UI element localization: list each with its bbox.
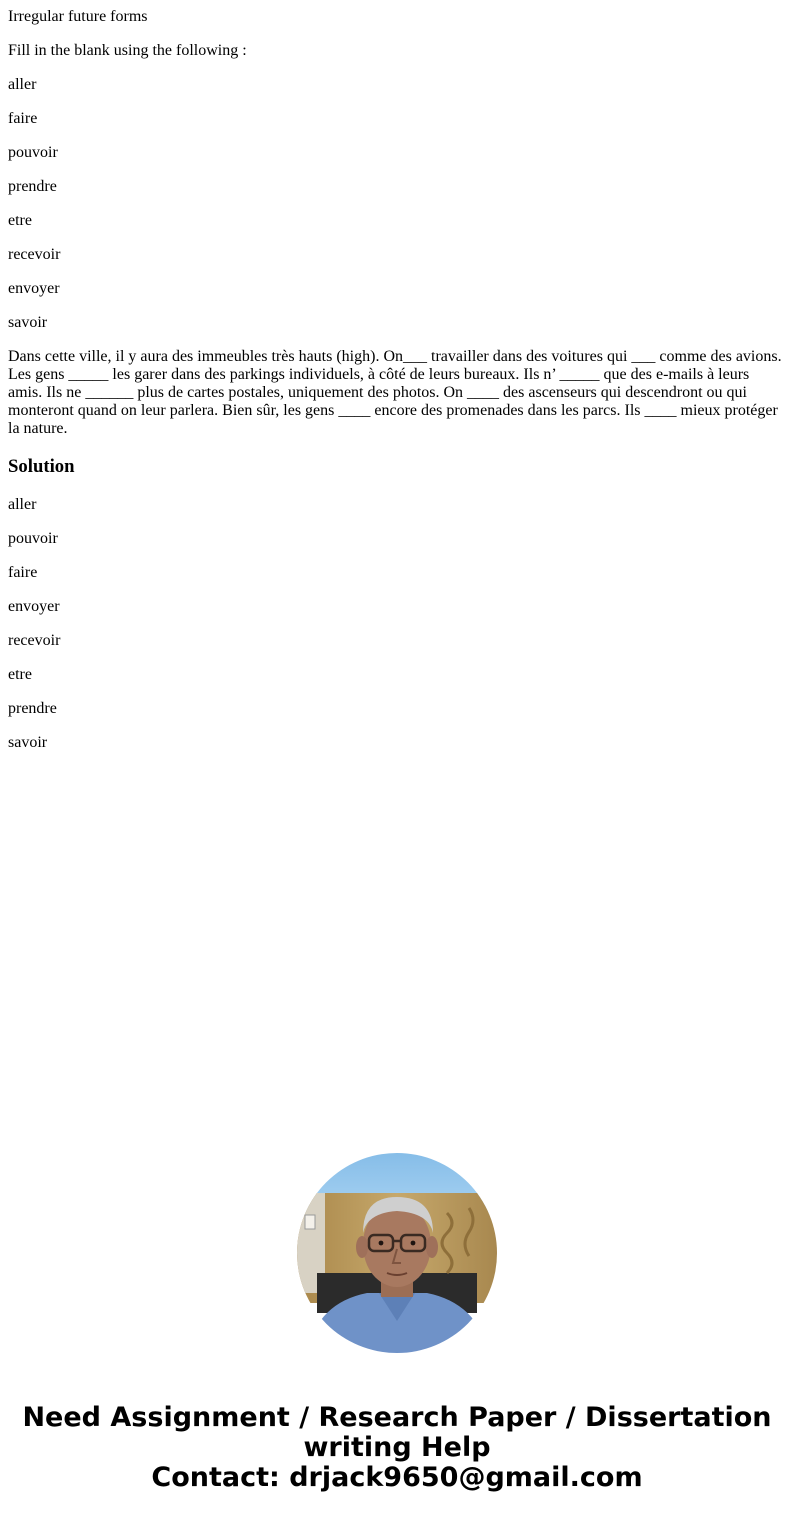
solution-answer: faire	[8, 564, 38, 581]
solution-answers	[8, 496, 786, 752]
word-bank-item: pouvoir	[8, 144, 58, 161]
solution-answer: etre	[8, 666, 32, 683]
solution-answer: savoir	[8, 734, 48, 751]
solution-answer: pouvoir	[8, 530, 58, 547]
promo-contact[interactable]: Contact: drjack9650@gmail.com	[151, 1462, 643, 1493]
instruction-text: Fill in the blank using the following :	[8, 42, 247, 59]
word-bank-item: aller	[8, 76, 37, 93]
word-bank	[8, 76, 786, 332]
promo-banner	[0, 1403, 794, 1493]
word-bank-item: etre	[8, 212, 32, 229]
avatar	[297, 1153, 497, 1353]
exercise-passage: Dans cette ville, il y aura des immeubles très hauts (high). On___ travailler dans des voitures qui ___ comme des avions. Les gens _____ les garer dans des parkings individuels, à côté de leurs bureaux. Ils n’ _____ que des e-mails à leurs amis. Ils ne ______ plus de cartes postales, uniquement des photos. On ____ des ascenseurs qui descendront ou qui monteront quand on leur parlera. Bien sûr, les gens ____ encore des promenades dans les parcs. Ils ____ mieux protéger la nature.	[8, 348, 782, 437]
solution-heading: Solution	[8, 456, 75, 477]
document-content	[8, 8, 786, 768]
word-bank-item: faire	[8, 110, 38, 127]
promo-line-1: Need Assignment / Research Paper / Dissertation	[22, 1402, 772, 1433]
solution-answer: prendre	[8, 700, 57, 717]
solution-answer: aller	[8, 496, 37, 513]
promo-line-2: writing Help	[303, 1432, 491, 1463]
solution-answer: recevoir	[8, 632, 61, 649]
word-bank-item: savoir	[8, 314, 48, 331]
word-bank-item: recevoir	[8, 246, 61, 263]
solution-answer: envoyer	[8, 598, 60, 615]
word-bank-item: prendre	[8, 178, 57, 195]
document-title: Irregular future forms	[8, 8, 148, 25]
avatar-portrait-icon	[297, 1153, 497, 1353]
word-bank-item: envoyer	[8, 280, 60, 297]
